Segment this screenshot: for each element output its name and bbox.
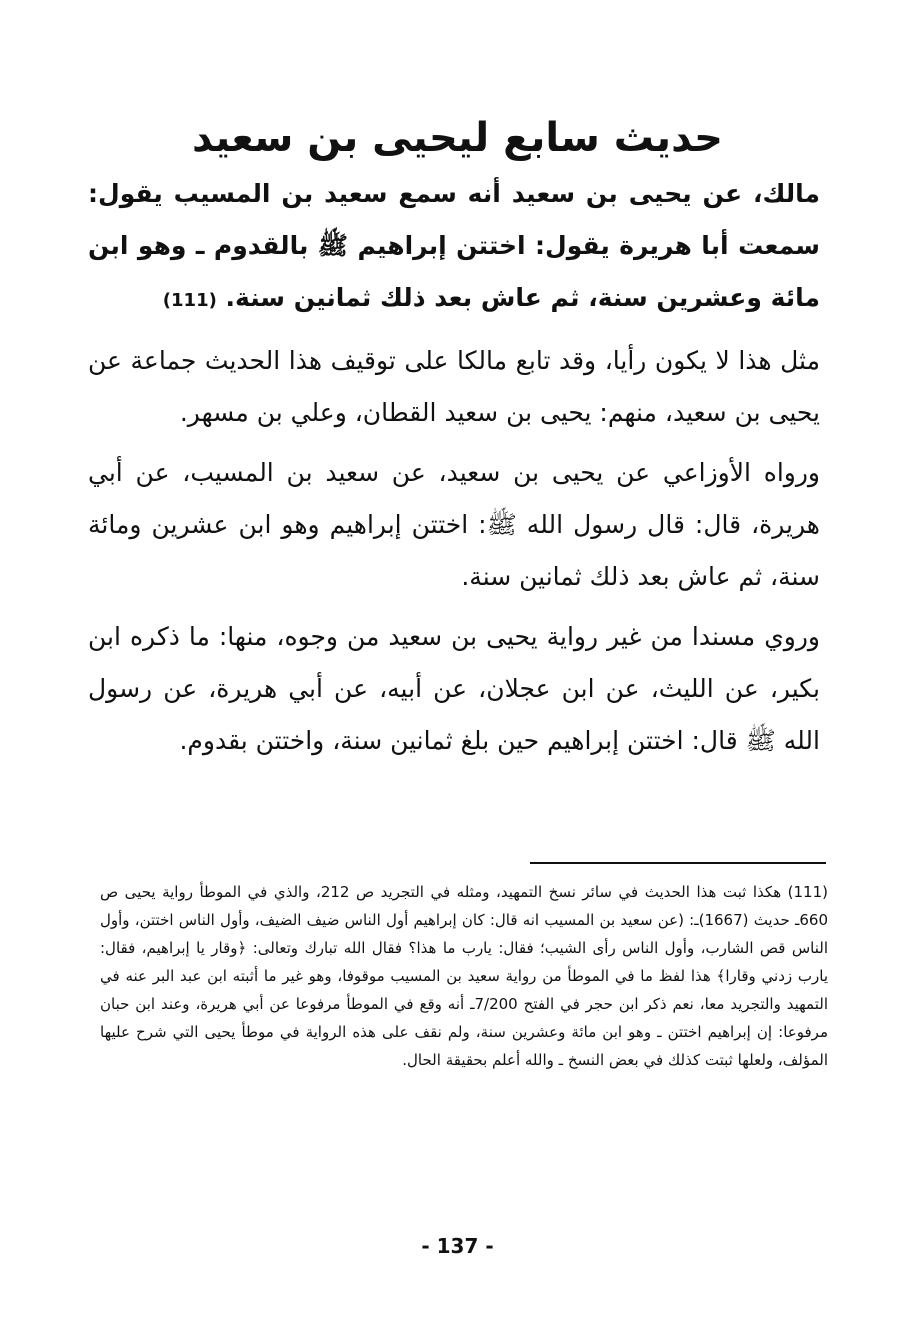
paragraph-2 (88, 335, 820, 439)
chapter-title: حديث سابع ليحيى بن سعيد (191, 114, 724, 161)
footnote (100, 878, 828, 1074)
paragraph-1-text: مالك، عن يحيى بن سعيد أنه سمع سعيد بن المسيب يقول: سمعت أبا هريرة يقول: اختتن إبراهيم ﷺ بالقدوم ـ وهو ابن مائة وعشرين سنة، ثم عاش بعد ذلك ثمانين سنة. (88, 179, 820, 312)
paragraph-4 (88, 611, 820, 767)
page-number: - 137 - (421, 1234, 494, 1258)
paragraph-1 (88, 168, 820, 327)
paragraph-3 (88, 447, 820, 603)
paragraph-4-text: وروي مسندا من غير رواية يحيى بن سعيد من وجوه، منها: ما ذكره ابن بكير، عن الليث، عن ابن عجلان، عن أبيه، عن أبي هريرة، عن رسول الله ﷺ قال: اختتن إبراهيم حين بلغ ثمانين سنة، واختتن بقدوم. (88, 622, 820, 755)
footnote-text: (111) هكذا ثبت هذا الحديث في سائر نسخ التمهيد، ومثله في التجريد ص 212، والذي في الموطأ رواية يحيى ص 660ـ حديث (1667)ـ: (عن سعيد بن المسيب انه قال: كان إبراهيم أول الناس ضيف الضيف، وأول الناس اختتن، وأول الناس قص الشارب، وأول الناس رأى الشيب؛ فقال: يارب ما هذا؟ فقال الله تبارك وتعالى: ﴿وقار يا إبراهيم، فقال: يارب زدني وقارا﴾ هذا لفظ ما في الموطأ من رواية سعيد بن المسيب موقوفا، وهو غير ما أثبته ابن عبد البر عنه في التمهيد والتجريد معا، نعم ذكر ابن حجر في الفتح 7/200ـ أنه وقع في الموطأ مرفوعا عن أبي هريرة، وعند ابن حبان مرفوعا: إن إبراهيم اختتن ـ وهو ابن مائة وعشرين سنة، ولم نقف على هذه الرواية في موطأ يحيى التي شرح عليها المؤلف، ولعلها ثبتت كذلك في بعض النسخ ـ والله أعلم بحقيقة الحال. (100, 883, 828, 1069)
paragraph-2-text: مثل هذا لا يكون رأيا، وقد تابع مالكا على توقيف هذا الحديث جماعة عن يحيى بن سعيد، منهم: يحيى بن سعيد القطان، وعلي بن مسهر. (88, 346, 820, 427)
footnote-divider (530, 862, 826, 864)
footnote-reference: (111) (162, 290, 217, 311)
paragraph-3-text: ورواه الأوزاعي عن يحيى بن سعيد، عن سعيد بن المسيب، عن أبي هريرة، قال: قال رسول الله ﷺ: اختتن إبراهيم وهو ابن عشرين ومائة سنة، ثم عاش بعد ذلك ثمانين سنة. (88, 458, 820, 591)
main-text (88, 168, 820, 775)
